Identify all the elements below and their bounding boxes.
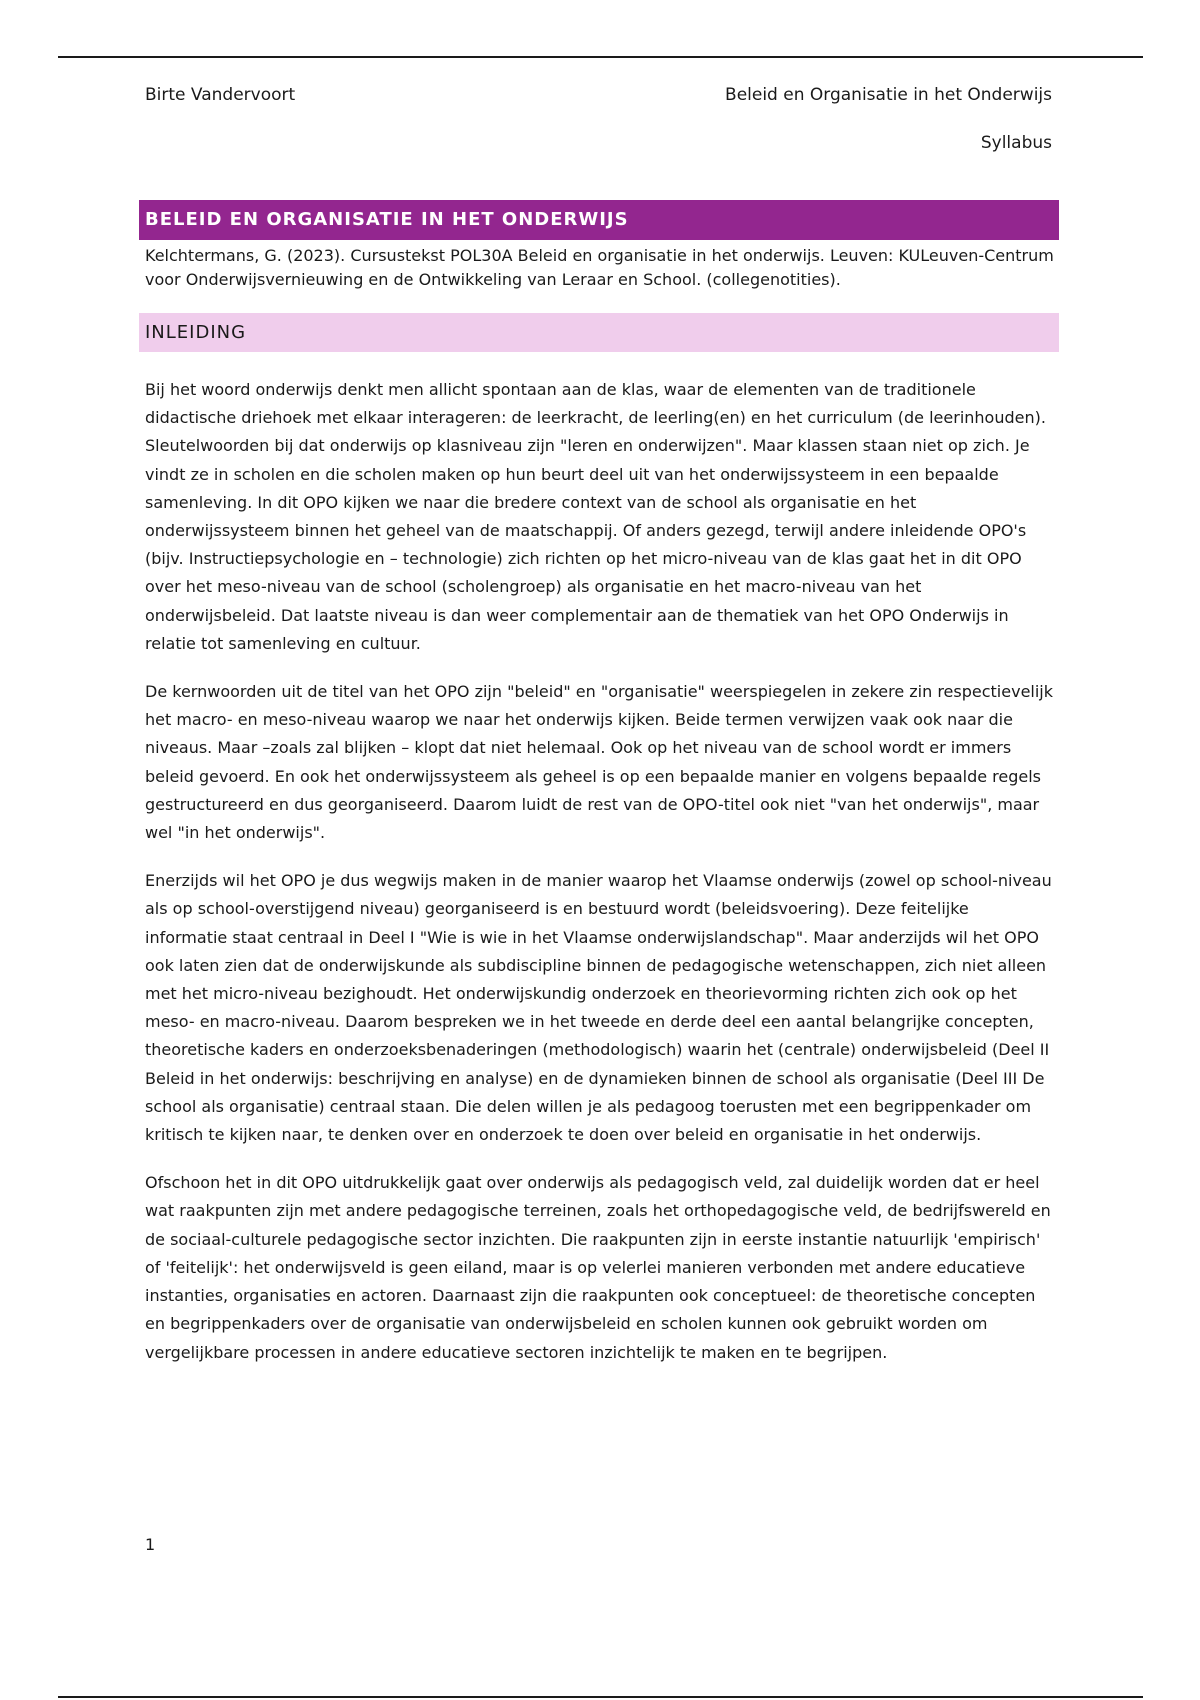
section-heading: BELEID EN ORGANISATIE IN HET ONDERWIJS: [139, 200, 1059, 240]
reference-citation: Kelchtermans, G. (2023). Cursustekst POL30A Beleid en organisatie in het onderwijs. Leuven: KULeuven-Centrum voor Onderwijsvernieuwing en de Ontwikkeling van Leraar en School. (collegenotities).: [145, 246, 1054, 289]
paragraph: De kernwoorden uit de titel van het OPO zijn "beleid" en "organisatie" weerspiegelen in zekere zin respectievelijk het macro- en meso-niveau waarop we naar het onderwijs kijken. Beide termen verwijzen vaak ook naar die niveaus. Maar –zoals zal blijken – klopt dat niet helemaal. Ook op het niveau van de school wordt er immers beleid gevoerd. En ook het onderwijssysteem als geheel is op een bepaalde manier en volgens bepaalde regels gestructureerd en dus georganiseerd. Daarom luidt de rest van de OPO-titel ook niet "van het onderwijs", maar wel "in het onderwijs".: [145, 682, 1054, 843]
paragraph: Bij het woord onderwijs denkt men allicht spontaan aan de klas, waar de elementen van de traditionele didactische driehoek met elkaar interageren: de leerkracht, de leerling(en) en het curriculum (de leerinhouden). Sleutelwoorden bij dat onderwijs op klasniveau zijn "leren en onderwijzen". Maar klassen staan niet op zich. Je vindt ze in scholen en die scholen maken op hun beurt deel uit van het onderwijssysteem in een bepaalde samenleving. In dit OPO kijken we naar die bredere context van de school als organisatie en het onderwijssysteem binnen het geheel van de maatschappij. Of anders gezegd, terwijl andere inleidende OPO's (bijv. Instructiepsychologie en – technologie) zich richten op het micro-niveau van de klas gaat het in dit OPO over het meso-niveau van de school (scholengroep) als organisatie en het macro-niveau van het onderwijsbeleid. Dat laatste niveau is dan weer complementair aan de thematiek van het OPO Onderwijs in relatie tot samenleving en cultuur.: [145, 380, 1046, 653]
header-doc-type: Syllabus: [980, 133, 1052, 153]
paragraph: Enerzijds wil het OPO je dus wegwijs maken in de manier waarop het Vlaamse onderwijs (zowel op school-niveau als op school-overstijgend niveau) georganiseerd is en bestuurd wordt (beleidsvoering). Deze feitelijke informatie staat centraal in Deel I "Wie is wie in het Vlaamse onderwijslandschap". Maar anderzijds wil het OPO ook laten zien dat de onderwijskunde als subdiscipline binnen de pedagogische wetenschappen, zich niet alleen met het micro-niveau bezighoudt. Het onderwijskundig onderzoek en theorievorming richten zich ook op het meso- en macro-niveau. Daarom bespreken we in het tweede en derde deel een aantal belangrijke concepten, theoretische kaders en onderzoeksbenaderingen (methodologisch) waarin het (centrale) onderwijsbeleid (Deel II Beleid in het onderwijs: beschrijving en analyse) en de dynamieken binnen de school als organisatie (Deel III De school als organisatie) centraal staan. Die delen willen je als pedagoog toerusten met een begrippenkader om kritisch te kijken naar, te denken over en onderzoek te doen over beleid en organisatie in het onderwijs.: [145, 871, 1052, 1145]
subsection-heading: INLEIDING: [139, 313, 1059, 352]
header-course-title: Beleid en Organisatie in het Onderwijs: [725, 85, 1052, 105]
header-author: Birte Vandervoort: [145, 85, 296, 105]
top-rule: [58, 56, 1143, 58]
paragraph: Ofschoon het in dit OPO uitdrukkelijk gaat over onderwijs als pedagogisch veld, zal duidelijk worden dat er heel wat raakpunten zijn met andere pedagogische terreinen, zoals het orthopedagogische veld, de bedrijfswereld en de sociaal-culturele pedagogische sector inzichten. Die raakpunten zijn in eerste instantie natuurlijk 'empirisch' of 'feitelijk': het onderwijsveld is geen eiland, maar is op velerlei manieren verbonden met andere educatieve instanties, organisaties en actoren. Daarnaast zijn die raakpunten ook conceptueel: de theoretische concepten en begrippenkaders over de organisatie van onderwijsbeleid en scholen kunnen ook gebruikt worden om vergelijkbare processen in andere educatieve sectoren inzichtelijk te maken en te begrijpen.: [145, 1173, 1051, 1362]
page-number: 1: [145, 1535, 156, 1554]
body-text: [145, 376, 1055, 1387]
bottom-rule: [58, 1696, 1143, 1698]
